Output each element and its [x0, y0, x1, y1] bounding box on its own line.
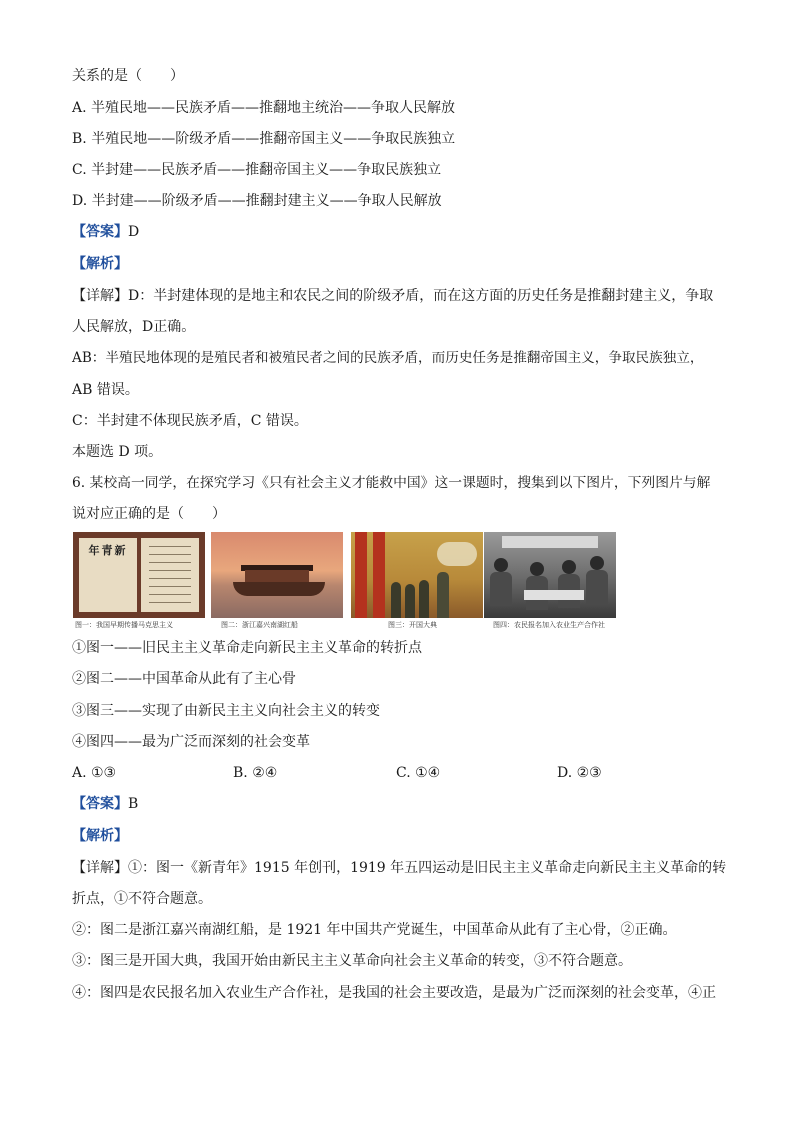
detail-tag: 【详解】 [72, 288, 128, 304]
answer-value: B [128, 796, 139, 812]
q6-option-d: D. ②③ [557, 765, 602, 781]
answer-tag: 【答案】 [72, 224, 128, 240]
q6-statement-3: ③图三——实现了由新民主主义向社会主义的转变 [72, 703, 380, 719]
q5-analysis-tag [72, 254, 128, 274]
q5-detail-3: C：半封建不体现民族矛盾，C 错误。 [72, 413, 308, 429]
q6-option-a: A. ①③ [72, 765, 117, 781]
q6-option-c: C. ①④ [396, 765, 441, 781]
detail-text: D：半封建体现的是地主和农民之间的阶级矛盾，而在这方面的历史任务是推翻封建主义，争取 [128, 288, 714, 304]
q6-detail-4: ④：图四是农民报名加入农业生产合作社，是我国的社会主要改造，是最为广泛而深刻的社会变革，④正 [72, 985, 716, 1001]
photo-founding-ceremony [351, 532, 483, 618]
q6-detail-1b: 折点，①不符合题意。 [72, 891, 212, 907]
detail-text: ①：图一《新青年》1915 年创刊，1919 年五四运动是旧民主主义革命走向新民主主义革命的转 [128, 860, 727, 876]
q5-detail-1a [72, 286, 713, 306]
q6-statement-4: ④图四——最为广泛而深刻的社会变革 [72, 734, 310, 750]
analysis-tag: 【解析】 [72, 828, 128, 844]
analysis-tag: 【解析】 [72, 256, 128, 272]
answer-value: D [128, 224, 140, 240]
caption-photo-3: 图三：开国大典 [388, 621, 437, 629]
photo-red-boat [211, 532, 343, 618]
q5-detail-2b: AB 错误。 [72, 382, 139, 398]
q6-answer [72, 794, 138, 814]
caption-photo-2: 图二：浙江嘉兴南湖红船 [221, 621, 298, 629]
q5-detail-1b: 人民解放，D正确。 [72, 319, 196, 335]
q6-detail-2: ②：图二是浙江嘉兴南湖红船，是 1921 年中国共产党诞生，中国革命从此有了主心骨，②正确。 [72, 922, 677, 938]
caption-photo-1: 图一：我国早期传播马克思主义 [75, 621, 173, 629]
photo-cooperative-signup [484, 532, 616, 618]
q6-analysis-tag [72, 826, 128, 846]
q5-option-c: C. 半封建——民族矛盾——推翻帝国主义——争取民族独立 [72, 162, 442, 178]
q6-detail-3: ③：图三是开国大典，我国开始由新民主主义革命向社会主义革命的转变，③不符合题意。 [72, 953, 632, 969]
q6-option-b: B. ②④ [233, 765, 278, 781]
q5-option-d: D. 半封建——阶级矛盾——推翻封建主义——争取人民解放 [72, 193, 442, 209]
q6-statement-1: ①图一——旧民主主义革命走向新民主主义革命的转折点 [72, 640, 422, 656]
q5-stem-tail: 关系的是（ ） [72, 68, 184, 84]
q5-option-b: B. 半殖民地——阶级矛盾——推翻帝国主义——争取民族独立 [72, 131, 456, 147]
q6-statement-2: ②图二——中国革命从此有了主心骨 [72, 671, 296, 687]
detail-tag: 【详解】 [72, 860, 128, 876]
photo1-title: 年青新 [88, 544, 128, 557]
q5-conclusion: 本题选 D 项。 [72, 444, 163, 460]
q6-detail-1a [72, 858, 726, 878]
q5-answer [72, 222, 139, 242]
caption-photo-4: 图四：农民报名加入农业生产合作社 [493, 621, 605, 629]
q5-option-a: A. 半殖民地——民族矛盾——推翻地主统治——争取人民解放 [72, 100, 456, 116]
q6-stem-2: 说对应正确的是（ ） [72, 506, 226, 522]
photo-new-youth-magazine [73, 532, 205, 618]
q5-detail-2a: AB：半殖民地体现的是殖民者和被殖民者之间的民族矛盾，而历史任务是推翻帝国主义，争取民族独立， [72, 350, 704, 366]
answer-tag: 【答案】 [72, 796, 128, 812]
q6-stem-1: 6. 某校高一同学，在探究学习《只有社会主义才能救中国》这一课题时，搜集到以下图片，下列图片与解 [72, 475, 711, 491]
